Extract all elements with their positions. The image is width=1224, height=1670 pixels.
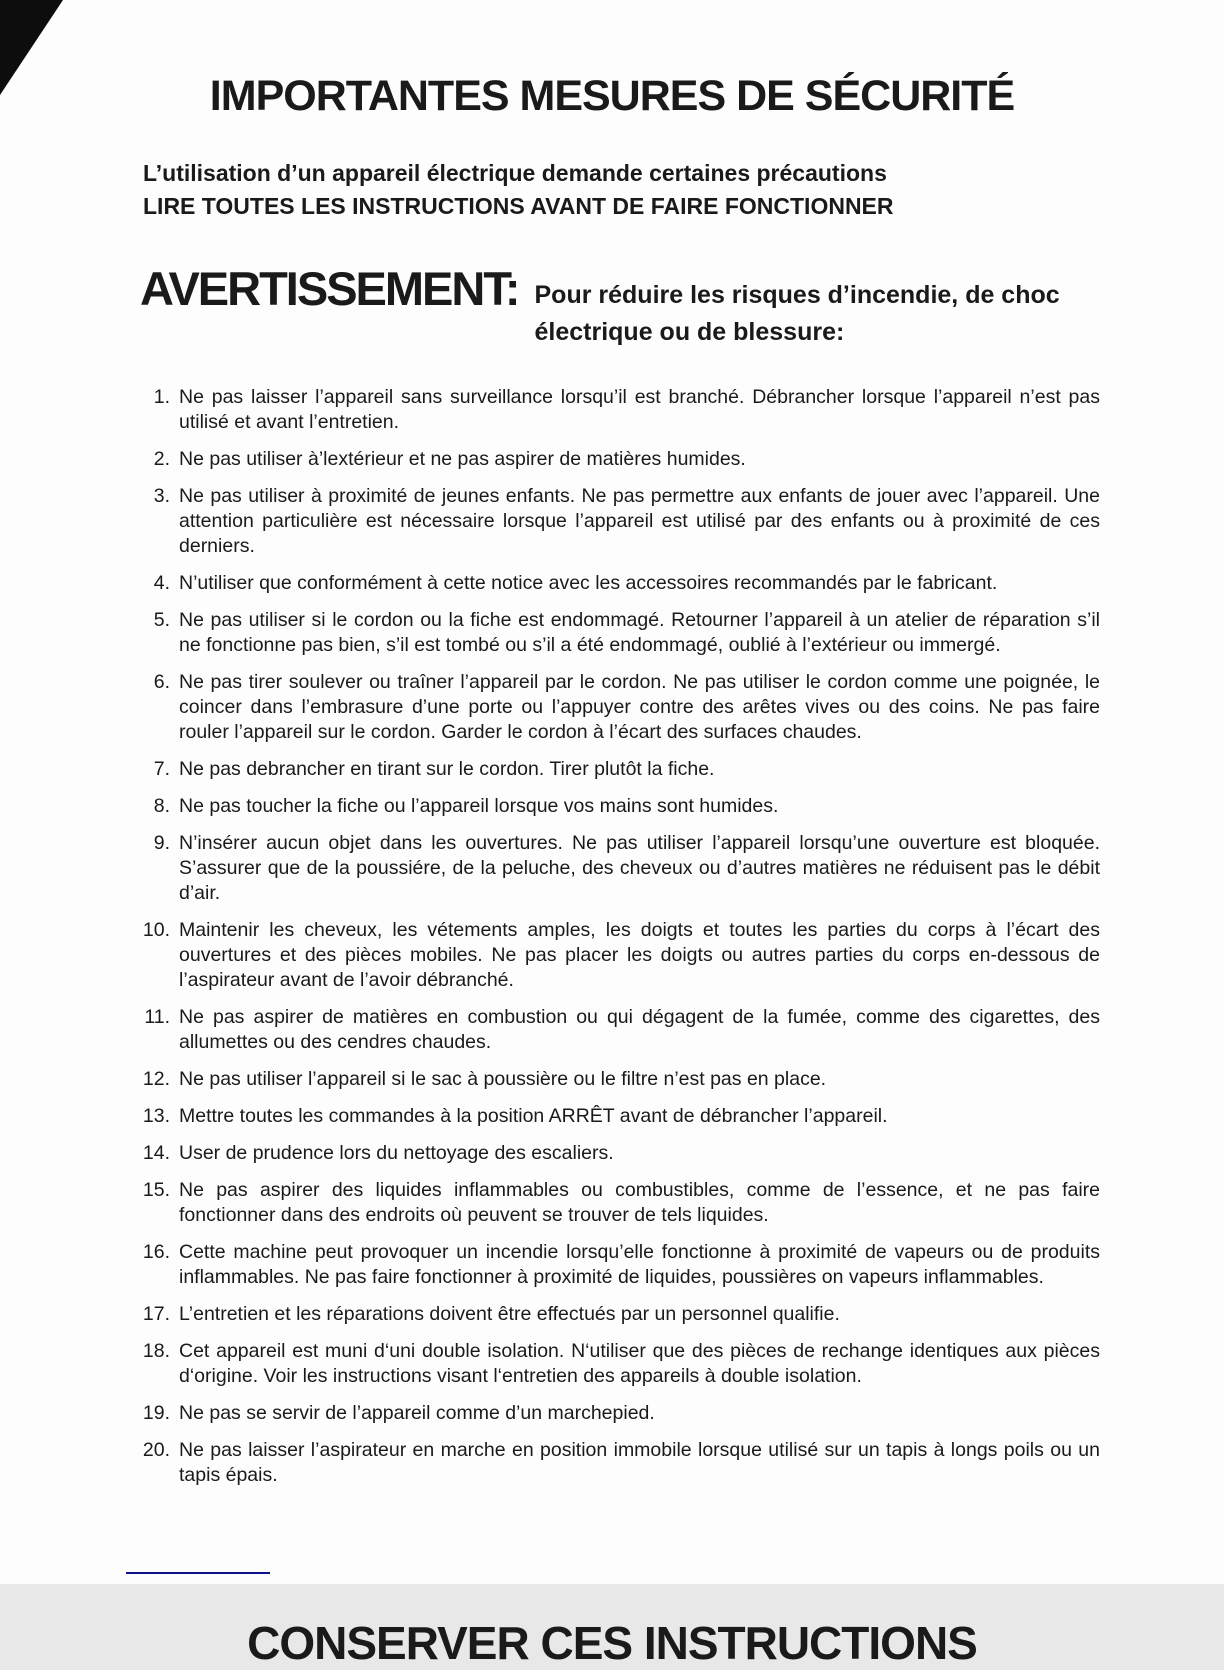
scan-blue-line-artifact — [126, 1572, 270, 1574]
warning-text-line-1: Pour réduire les risques d’incendie, de choc — [534, 281, 1060, 309]
warning-text — [535, 277, 1060, 351]
instruction-item — [138, 918, 1100, 993]
instruction-item — [138, 831, 1100, 906]
warning-label: AVERTISSEMENT: — [140, 262, 519, 315]
item-text: N’insérer aucun objet dans les ouvertures. Ne pas utiliser l’appareil lorsqu’une ouverture est bloquée. S’assurer que de la poussiére, de la peluche, des cheveux ou d’autres matières ne réduisent pas le débit d’air. — [179, 832, 1100, 904]
subtitle-block — [143, 157, 1100, 223]
item-number: 7. — [153, 758, 170, 780]
item-text: Ne pas tirer soulever ou traîner l’appareil par le cordon. Ne pas utiliser le cordon comme une poignée, le coincer dans l’embrasure d’une porte ou l’appuyer contre des arêtes vives ou des coins. Ne pas faire rouler l’appareil sur le cordon. Garder le cordon à l’écart des surfaces chaudes. — [179, 671, 1100, 743]
item-number: 6. — [153, 671, 170, 693]
instruction-item — [138, 1067, 1100, 1092]
item-number: 18. — [142, 1340, 170, 1362]
item-text: Ne pas aspirer des liquides inflammables ou combustibles, comme de l’essence, et ne pas faire fonctionner dans des endroits où peuvent se trouver de tels liquides. — [179, 1179, 1100, 1226]
item-text: N’utiliser que conformément à cette notice avec les accessoires recommandés par le fabricant. — [179, 572, 998, 594]
item-text: User de prudence lors du nettoyage des escaliers. — [179, 1142, 614, 1164]
instruction-item — [138, 1240, 1100, 1290]
instruction-item — [138, 608, 1100, 658]
item-number: 19. — [142, 1402, 170, 1424]
item-number: 11. — [144, 1006, 170, 1028]
item-number: 16. — [142, 1241, 170, 1263]
instruction-item — [138, 1438, 1100, 1488]
item-text: Ne pas laisser l’aspirateur en marche en position immobile lorsque utilisé sur un tapis à longs poils ou un tapis épais. — [179, 1439, 1100, 1486]
page-title: IMPORTANTES MESURES DE SÉCURITÉ — [209, 72, 1015, 120]
instruction-item — [138, 757, 1100, 782]
item-number: 2. — [153, 448, 170, 470]
item-text: Maintenir les cheveux, les vétements amples, les doigts et toutes les parties du corps à l’écart des ouvertures et des pièces mobiles. Ne pas placer les doigts ou autres parties du corps en-dessous de l’aspirateur avant de l’avoir débranché. — [179, 919, 1100, 991]
item-text: Ne pas utiliser si le cordon ou la fiche est endommagé. Retourner l’appareil à un atelier de réparation s’il ne fonctionne pas bien, s’il est tombé ou s’il a été endommagé, oublié à l’extérieur ou immergé. — [179, 609, 1100, 656]
warning-text-line-2: électrique ou de blessure: — [534, 318, 845, 346]
instruction-item — [138, 1339, 1100, 1389]
item-number: 15. — [142, 1179, 170, 1201]
subtitle-line-2: LIRE TOUTES LES INSTRUCTIONS AVANT DE FAIRE FONCTIONNER — [143, 193, 894, 219]
item-text: Ne pas debrancher en tirant sur le cordon. Tirer plutôt la fiche. — [179, 758, 715, 780]
item-number: 9. — [153, 832, 170, 854]
item-text: Ne pas laisser l’appareil sans surveillance lorsqu’il est branché. Débrancher lorsque l’appareil n’est pas utilisé et avant l’entretien. — [179, 386, 1100, 433]
item-number: 1. — [153, 386, 170, 408]
item-number: 17. — [142, 1303, 170, 1325]
instructions-list — [138, 385, 1100, 1488]
item-text: Ne pas toucher la fiche ou l’appareil lorsque vos mains sont humides. — [179, 795, 779, 817]
item-number: 4. — [153, 572, 170, 594]
warning-block — [140, 262, 1100, 351]
instruction-item — [138, 447, 1100, 472]
instruction-item — [138, 1178, 1100, 1228]
item-number: 10. — [142, 919, 170, 941]
instruction-item — [138, 1104, 1100, 1129]
item-number: 20. — [142, 1439, 170, 1461]
instruction-item — [138, 484, 1100, 559]
item-text: Mettre toutes les commandes à la position ARRÊT avant de débrancher l’appareil. — [179, 1105, 888, 1127]
footer-title: CONSERVER CES INSTRUCTIONS — [247, 1617, 977, 1669]
instruction-item — [138, 794, 1100, 819]
item-number: 3. — [153, 485, 170, 507]
item-text: Ne pas utiliser à’lextérieur et ne pas aspirer de matières humides. — [179, 448, 746, 470]
item-number: 12. — [142, 1068, 170, 1090]
item-number: 8. — [153, 795, 170, 817]
item-text: Ne pas se servir de l’appareil comme d’un marchepied. — [179, 1402, 655, 1424]
instruction-item — [138, 1401, 1100, 1426]
item-text: Cette machine peut provoquer un incendie lorsqu’elle fonctionne à proximité de vapeurs ou de produits inflammables. Ne pas faire fonctionner à proximité de liquides, poussières on vapeurs inflammables. — [179, 1241, 1100, 1288]
item-number: 13. — [142, 1105, 170, 1127]
instruction-item — [138, 1302, 1100, 1327]
instruction-item — [138, 670, 1100, 745]
item-text: Ne pas aspirer de matières en combustion ou qui dégagent de la fumée, comme des cigarettes, des allumettes ou des cendres chaudes. — [179, 1006, 1100, 1053]
instruction-item — [138, 571, 1100, 596]
item-number: 5. — [153, 609, 170, 631]
item-number: 14. — [142, 1142, 170, 1164]
item-text: Cet appareil est muni d‘uni double isolation. N‘utiliser que des pièces de rechange identiques aux pièces d‘origine. Voir les instructions visant l‘entretien des appareils à double isolation. — [179, 1340, 1100, 1387]
instruction-item — [138, 1141, 1100, 1166]
instruction-item — [138, 1005, 1100, 1055]
subtitle-line-1: L’utilisation d’un appareil électrique demande certaines précautions — [143, 160, 887, 186]
item-text: Ne pas utiliser l’appareil si le sac à poussière ou le filtre n’est pas en place. — [179, 1068, 827, 1090]
item-text: L’entretien et les réparations doivent être effectués par un personnel qualifie. — [179, 1303, 840, 1325]
item-text: Ne pas utiliser à proximité de jeunes enfants. Ne pas permettre aux enfants de jouer avec l’appareil. Une attention particulière est nécessaire lorsque l’appareil est utilisé par des enfants ou à proximité de ces derniers. — [179, 485, 1100, 557]
instruction-item — [138, 385, 1100, 435]
